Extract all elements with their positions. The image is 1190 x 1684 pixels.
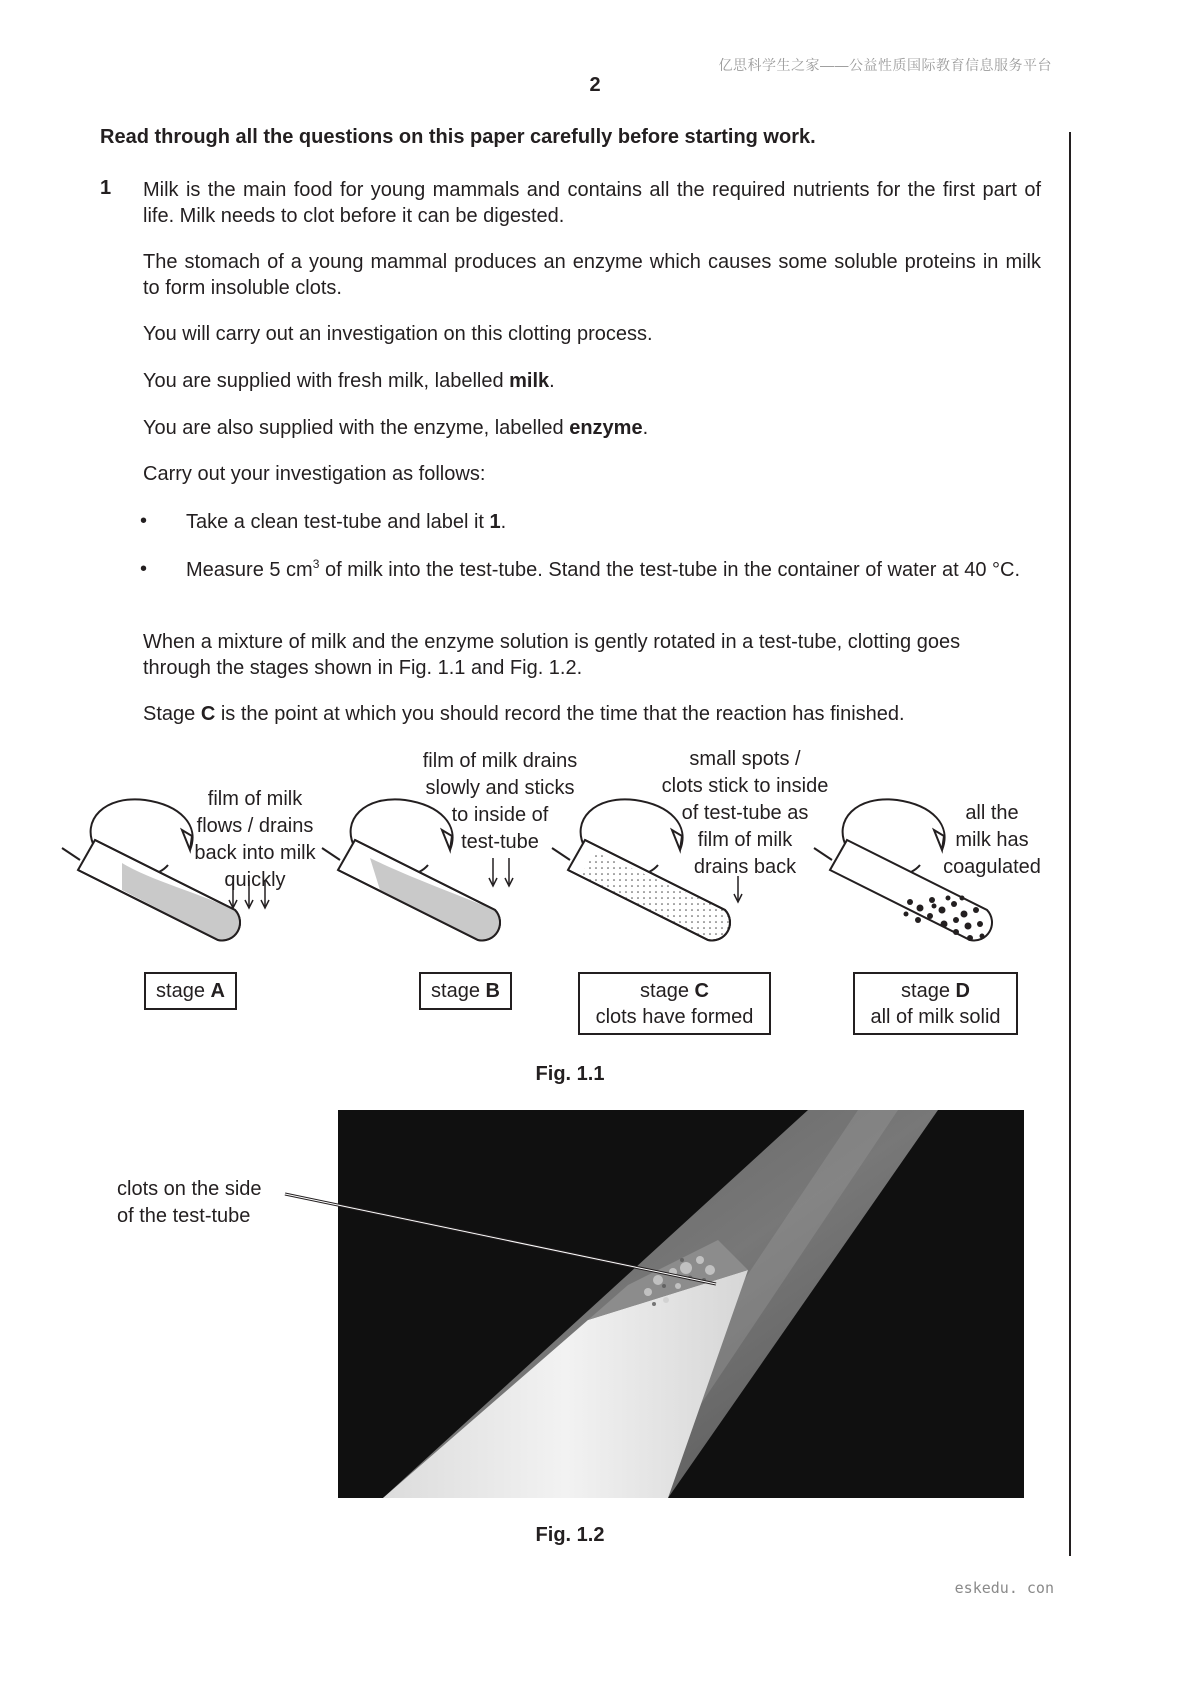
stage-b-label: stage B — [419, 972, 512, 1010]
bullet-1: Take a clean test-tube and label it 1. — [186, 511, 507, 533]
paragraph-6: Carry out your investigation as follows: — [143, 463, 486, 485]
paragraph-2: The stomach of a young mammal produces an enzyme which causes some soluble proteins in milk to form insoluble clots. — [143, 251, 1041, 299]
fig-1-2-photo — [338, 1110, 1024, 1498]
bullet-2: Measure 5 $cm^3$ of milk into the test-tube. Stand the test-tube in the container of water at 40 °C. — [186, 557, 1021, 581]
page-number: 2 — [589, 74, 601, 96]
stage-c-label: stage C clots have formed — [578, 972, 771, 1035]
clots-label: clots on the side of the test-tube — [117, 1178, 262, 1227]
stage-d-label: stage D all of milk solid — [853, 972, 1018, 1035]
footer-watermark: eskedu. con — [954, 1579, 1054, 1597]
stage-d-description: all the milk has coagulated — [943, 802, 1041, 878]
paragraph-5: You are also supplied with the enzyme, labelled enzyme. — [143, 417, 649, 439]
fig-1-2-caption: Fig. 1.2 — [535, 1524, 605, 1546]
paragraph-7: When a mixture of milk and the enzyme solution is gently rotated in a test-tube, clotting goes through the stages shown in Fig. 1.1 and Fig. 1.2. — [143, 631, 961, 679]
stage-a-label: stage A — [144, 972, 237, 1010]
stage-b-drain-arrows — [489, 858, 513, 886]
bullet-dot: • — [140, 510, 148, 532]
instruction-heading: Read through all the questions on this paper carefully before starting work. — [100, 126, 816, 148]
paragraph-8: Stage C is the point at which you should record the time that the reaction has finished. — [143, 703, 905, 725]
stage-a-description: film of milk flows / drains back into milk quickly — [194, 788, 316, 891]
paragraph-3: You will carry out an investigation on this clotting process. — [143, 323, 653, 345]
header-watermark: 亿思科学生之家——公益性质国际教育信息服务平台 — [718, 57, 1052, 73]
paragraph-4: You are supplied with fresh milk, labelled milk. — [143, 370, 555, 392]
stage-c-description: small spots / clots stick to inside of test-tube as film of milk drains back — [661, 748, 829, 878]
fig-1-1-caption: Fig. 1.1 — [535, 1063, 605, 1085]
stage-b-description: film of milk drains slowly and sticks to inside of test-tube — [422, 750, 578, 853]
bullet-dot: • — [140, 558, 148, 580]
clots-leader-line — [280, 1186, 730, 1296]
paragraph-1: Milk is the main food for young mammals and contains all the required nutrients for the first part of life. Milk needs to clot before it can be digested. — [143, 179, 1041, 227]
question-number: 1 — [100, 177, 112, 199]
